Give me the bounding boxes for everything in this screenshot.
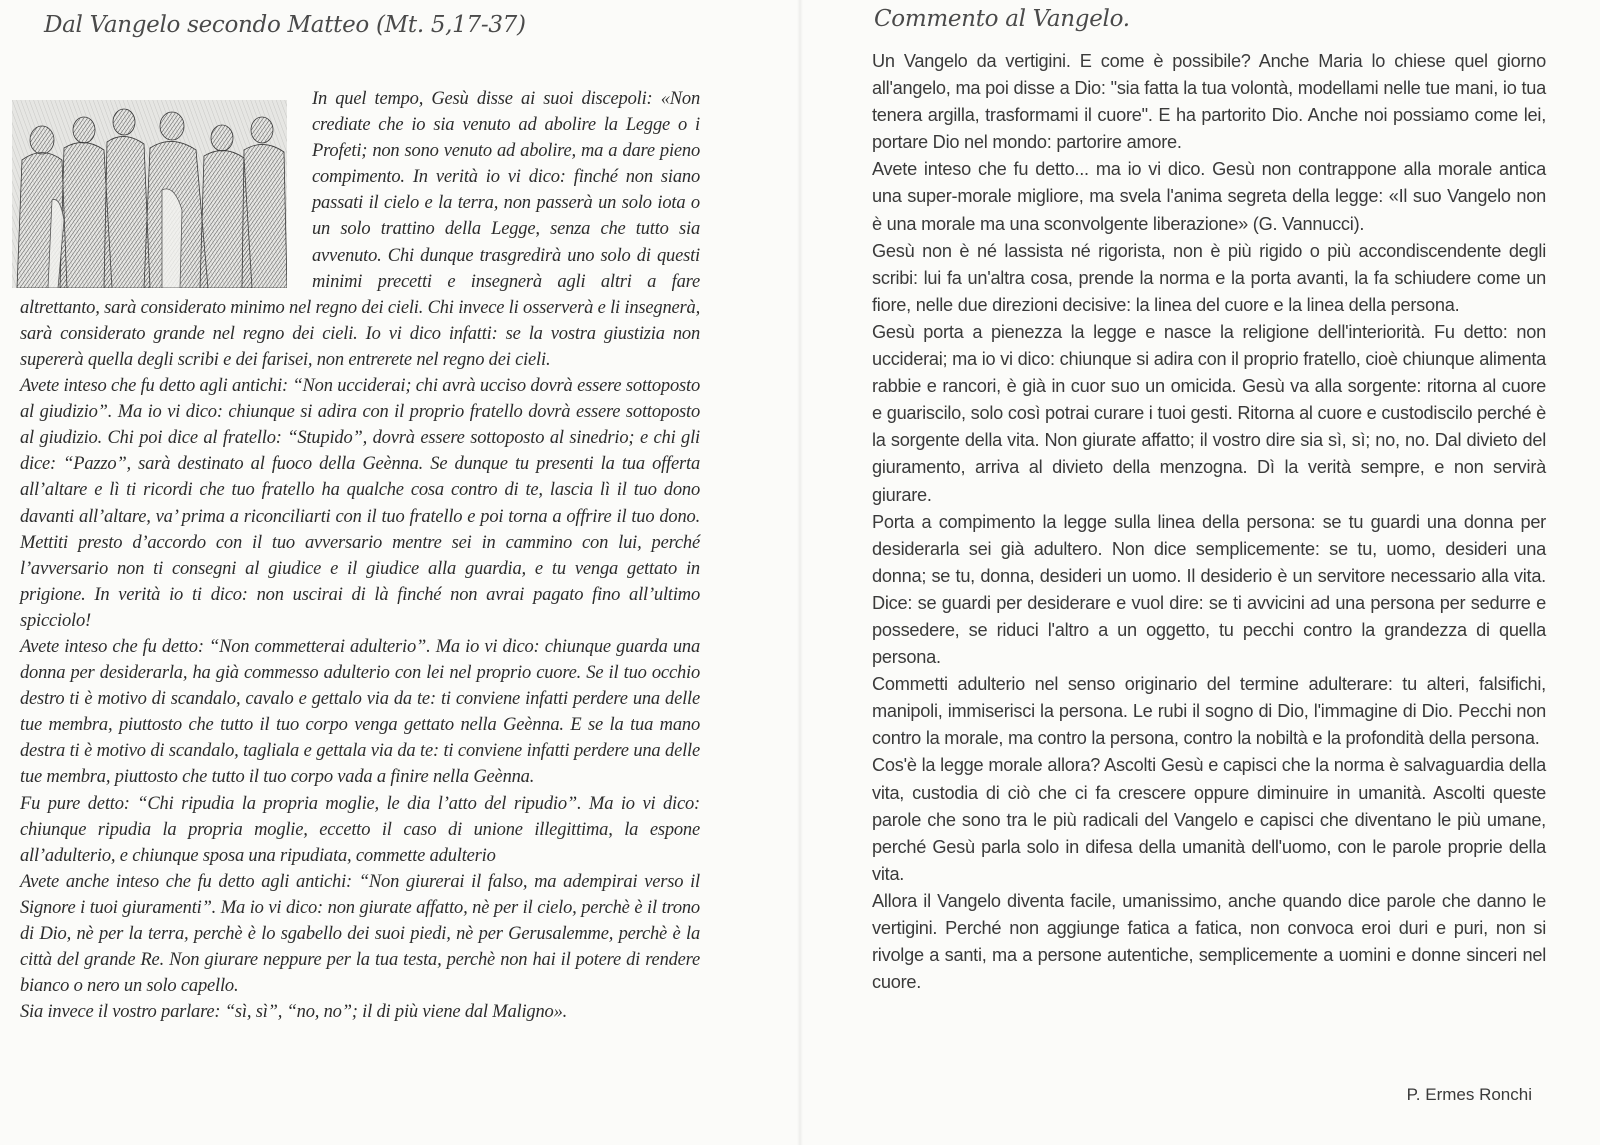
gospel-title: Dal Vangelo secondo Matteo (Mt. 5,17-37) xyxy=(44,12,526,38)
gospel-paragraph: Sia invece il vostro parlare: “sì, sì”, “no, no”; il di più viene dal Maligno». xyxy=(20,1002,568,1023)
gospel-text xyxy=(20,86,700,1025)
gospel-paragraph: Fu pure detto: “Chi ripudia la propria moglie, le dia l’atto del ripudio”. Ma io vi dico: chiunque ripudia la propria moglie, eccetto il caso di unione illegittima, la espone all’adulterio, e chiunque sposa una ripudiata, commette adulterio xyxy=(20,793,700,866)
commentary-paragraph: Commetti adulterio nel senso originario del termine adulterare: tu alteri, falsifichi, manipoli, immiserisci la persona. Le rubi il sogno di Dio, l'immagine di Dio. Pecchi non contro la morale, ma contro la persona, contro la nobiltà e la profondità della persona. xyxy=(872,674,1546,749)
gospel-paragraph: Avete inteso che fu detto agli antichi: “Non ucciderai; chi avrà ucciso dovrà essere sottoposto al giudizio”. Ma io vi dico: chiunque si adira con il proprio fratello dovrà essere sottoposto al giudizio. Chi poi dice al fratello: “Stupido”, dovrà essere sottoposto al sinedrio; e chi gli dice: “Pazzo”, sarà destinato al fuoco della Geènna. Se dunque tu presenti la tua offerta all’altare e lì ti ricordi che tuo fratello ha qualche cosa contro di te, lascia lì il tuo dono davanti all’altare, va’ prima a riconciliarti con il tuo fratello e poi torna a offrire il tuo dono. Mettiti presto d’accordo con il tuo avversario mentre sei in cammino con lui, perché l’avversario non ti consegni al giudice e il giudice alla guardia, e tu venga gettato in prigione. In verità io ti dico: non uscirai di là finché non avrai pagato fino all’ultimo spicciolo! xyxy=(20,376,700,631)
author-signature: P. Ermes Ronchi xyxy=(1406,1085,1532,1104)
commentary-paragraph: Porta a compimento la legge sulla linea della persona: se tu guardi una donna per desiderarla sei già adultero. Non dice semplicemente: se tu, uomo, desideri una donna; se tu, donna, desideri un uomo. Il desiderio è un servitore necessario alla vita. Dice: se guardi per desiderare e vuol dire: se ti avvicini ad una persona per sedurre e possedere, se riduci l'altro a un oggetto, tu pecchi contro la grandezza di quella persona. xyxy=(872,511,1546,668)
gospel-paragraph: In quel tempo, Gesù disse ai suoi discepoli: «Non crediate che io sia venuto ad abolire la Legge o i Profeti; non sono venuto ad abolire, ma a dare pieno compimento. In verità io vi dico: finché non siano passati il cielo e la terra, non passerà un solo iota o un solo trattino della Legge, senza che tutto sia avvenuto. Chi dunque trasgredirà uno solo di questi minimi precetti e insegnerà agli altri a fare altrettanto, sarà considerato minimo nel regno dei cieli. Chi invece li osserverà e li insegnerà, sarà considerato grande nel regno dei cieli. Io vi dico infatti: se la vostra giustizia non supererà quella degli scribi e dei farisei, non entrerete nel regno dei cieli. xyxy=(20,89,700,370)
commentary-paragraph: Gesù non è né lassista né rigorista, non è più rigido o più accondiscendente degli scribi: lui fa un'altra cosa, prende la norma e la porta avanti, la fa schiudere come un fiore, nelle due direzioni decisive: la linea del cuore e la linea della persona. xyxy=(872,240,1546,315)
gospel-paragraph: Avete inteso che fu detto: “Non commetterai adulterio”. Ma io vi dico: chiunque guarda una donna per desiderarla, ha già commesso adulterio con lei nel proprio cuore. Se il tuo occhio destro ti è motivo di scandalo, cavalo e gettalo via da te: ti conviene infatti perdere una delle tue membra, piuttosto che tutto il tuo corpo venga gettato nella Geènna. E se la tua mano destra ti è motivo di scandalo, tagliala e gettala via da te: ti conviene infatti perdere una delle tue membra, piuttosto che tutto il tuo corpo vada a finire nella Geènna. xyxy=(20,636,700,788)
commentary-paragraph: Gesù porta a pienezza la legge e nasce la religione dell'interiorità. Fu detto: non ucciderai; ma io vi dico: chiunque si adira con il proprio fratello, cioè chiunque alimenta rabbie e rancori, è già in cuor suo un omicida. Gesù va alla sorgente: ritorna al cuore e guariscilo, solo così potrai curare i tuoi gesti. Ritorna al cuore e custodiscilo perché è la sorgente della vita. Non giurate affatto; il vostro dire sia sì, sì; no, no. Dal divieto del giuramento, arriva al divieto della menzogna. Dì la verità sempre, e non servirà giurare. xyxy=(872,321,1546,505)
gospel-paragraph: Avete anche inteso che fu detto agli antichi: “Non giurerai il falso, ma adempirai verso il Signore i tuoi giuramenti”. Ma io vi dico: non giurate affatto, nè per il cielo, perchè è il trono di Dio, nè per la terra, perchè è lo sgabello dei suoi piedi, nè per Gerusalemme, perchè è la città del grande Re. Non giurare neppure per la tua testa, perchè non hai il potere di rendere bianco o nero un solo capello. xyxy=(20,871,700,997)
commentary-paragraph: Allora il Vangelo diventa facile, umanissimo, anche quando dice parole che danno le vertigini. Perché non aggiunge fatica a fatica, non convoca eroi duri e puri, non si rivolge a santi, ma a persone autentiche, semplicemente a uomini e donne sinceri nel cuore. xyxy=(872,890,1546,993)
commentary-paragraph: Cos'è la legge morale allora? Ascolti Gesù e capisci che la norma è salvaguardia della vita, custodia di ciò che ci fa crescere oppure diminuire in umanità. Ascolti queste parole che sono tra le più radicali del Vangelo e capisci che diventano le più umane, perché Gesù parla solo in difesa della umanità dell'uomo, con le parole proprie della vita. xyxy=(872,755,1546,884)
commentary-title: Commento al Vangelo. xyxy=(874,6,1130,32)
commentary-paragraph: Avete inteso che fu detto... ma io vi dico. Gesù non contrappone alla morale antica una super-morale migliore, ma svela l'anima segreta della legge: «Il suo Vangelo non è una morale ma una sconvolgente liberazione» (G. Vannucci). xyxy=(872,159,1546,234)
commentary-paragraph: Un Vangelo da vertigini. E come è possibile? Anche Maria lo chiese quel giorno all'angelo, ma poi disse a Dio: "sia fatta la tua volontà, modellami nelle tue mani, io tua tenera argilla, trasformami il cuore". E ha partorito Dio. Anche noi possiamo come lei, portare Dio nel mondo: partorire amore. xyxy=(872,51,1546,153)
commentary-text xyxy=(872,48,1546,996)
commentary-page xyxy=(800,0,1600,1145)
